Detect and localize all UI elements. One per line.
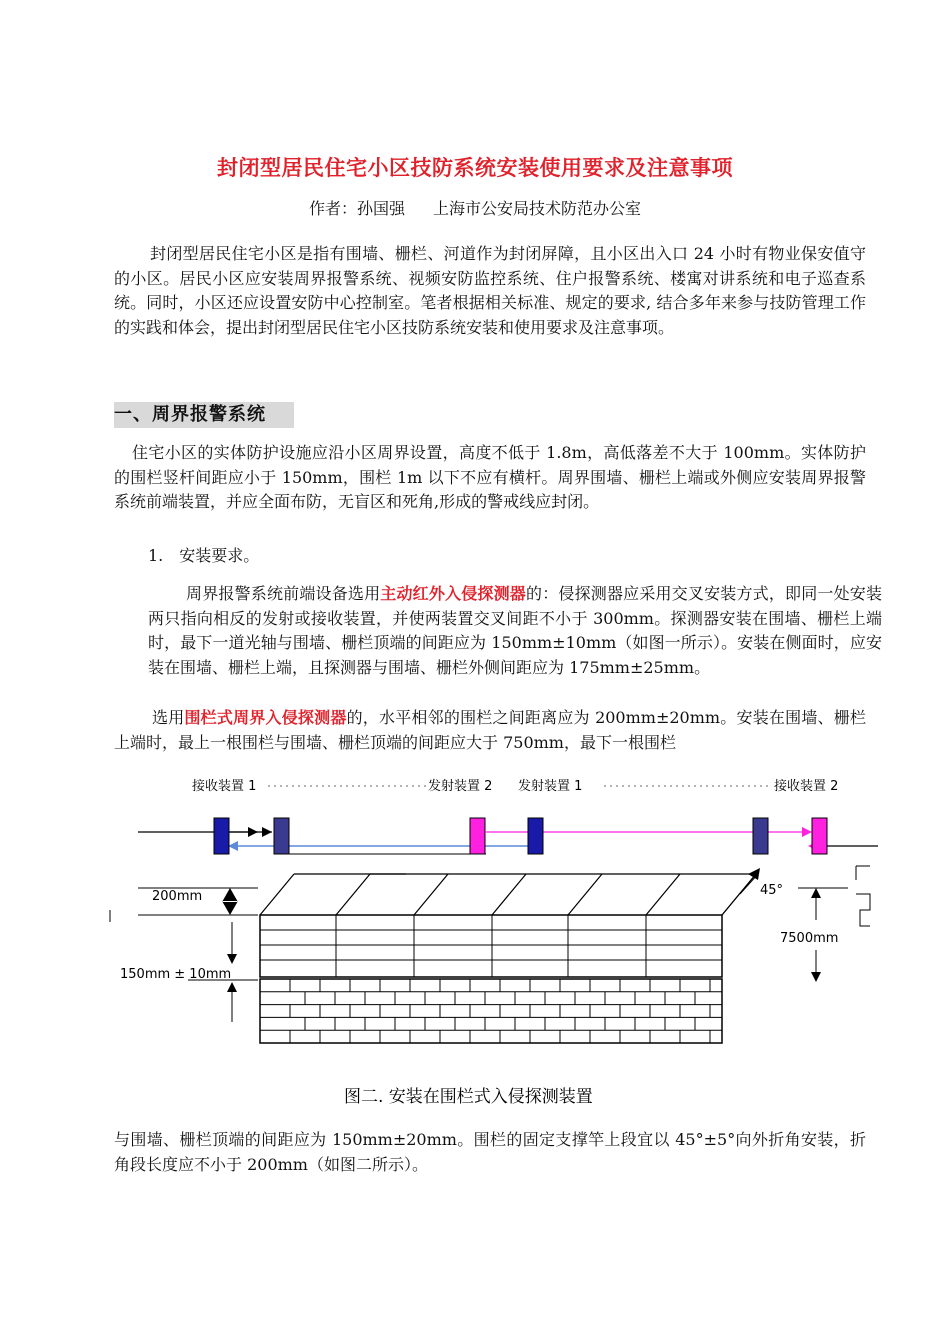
fence-panels: [260, 915, 722, 977]
label-tx2: 发射装置 2: [428, 779, 493, 794]
label-dim-200: 200mm: [152, 889, 203, 904]
section1-paragraph-2: [148, 582, 882, 680]
section1-paragraph-1: 住宅小区的实体防护设施应沿小区周界设置，高度不低于 1.8m，高低落差不大于 100mm。实体防护的围栏竖杆间距应小于 150mm，围栏 1m 以下不应有横杆。周界围墙、栅栏上端或外侧应安装周界报警系统前端装置，并应全面布防，无盲区和死角,形成的警戒线应封闭。: [114, 443, 866, 512]
label-dim-150: 150mm ± 10mm: [120, 967, 232, 982]
list-item-1: 1. 安装要求。: [148, 546, 260, 565]
brick-wall: [260, 979, 722, 1043]
intro-paragraph: 封闭型居民住宅小区是指有围墙、栅栏、河道作为封闭屏障，且小区出入口 24 小时有物业保安值守的小区。居民小区应安装周界报警系统、视频安防监控系统、住户报警系统、楼寓对讲系统和电子巡查系统。同时，小区还应设置安防中心控制室。笔者根据相关标准、规定的要求, 结合多年来参与技防管理工作的实践和体会，提出封闭型居民住宅小区技防系统安装和使用要求及注意事项。: [114, 244, 866, 337]
fence-panel-lines: [260, 874, 756, 977]
figure-fence-diagram: [108, 770, 878, 1115]
detector-tx2-left: [274, 818, 289, 854]
author-name: 作者：孙国强: [308, 199, 405, 218]
figure-caption: 图二. 安装在围栏式入侵探测装置: [344, 1087, 593, 1107]
p3-highlight: 围栏式周界入侵探测器: [184, 708, 347, 727]
author-org: 上海市公安局技术防范办公室: [433, 199, 642, 218]
detector-tx2: [470, 818, 485, 854]
arrow-icon: [262, 827, 272, 837]
detector-tx1: [528, 818, 543, 854]
p2-text-a: 周界报警系统前端设备选用: [186, 584, 381, 603]
label-tx1: 发射装置 1: [518, 779, 583, 794]
section-heading: 一、周界报警系统: [114, 402, 294, 428]
arrow-icon: [227, 982, 237, 992]
p3-text-a: 选用: [152, 708, 185, 727]
p2-highlight: 主动红外入侵探测器: [380, 584, 526, 603]
author-line: [0, 196, 950, 219]
arrow-icon: [802, 827, 812, 837]
detector-rx1: [214, 818, 229, 854]
p3-text-b: 的，水平相邻的围栏之间距离应为 200mm±20mm。安装在围墙、栅栏上端时，最上一根围栏与围墙、栅栏顶端的间距应大于 750mm，最下一根围栏: [114, 708, 866, 752]
p2-text-b: 的：侵探测器应采用交叉安装方式，即同一处安装两只指向相反的发射或接收装置，并使两装置交叉间距不小于 300mm。探测器安装在围墙、栅栏上端时，最下一道光轴与围墙、栅栏顶端的间距应为 150mm±10mm（如图一所示）。安装在侧面时，应安装在围墙、栅栏上端，且探测器与围墙、栅栏外侧间距应为 175mm±25mm。: [148, 584, 882, 677]
label-angle: 45°: [760, 883, 784, 898]
label-rx1: 接收装置 1: [192, 779, 257, 794]
document-title: 封闭型居民住宅小区技防系统安装使用要求及注意事项: [217, 156, 733, 180]
arrow-icon: [227, 954, 237, 964]
label-dim-7500: 7500mm: [780, 931, 839, 946]
brick-lines: [260, 979, 722, 1043]
section1-paragraph-3: [114, 706, 866, 755]
arrow-icon: [811, 888, 821, 898]
detector-right: [753, 818, 768, 854]
fence-slanted-posts: [260, 874, 758, 915]
arrow-icon: [811, 972, 821, 982]
detector-rx2: [812, 818, 827, 854]
dim-arrows-200: [222, 888, 238, 915]
angle-line: [740, 874, 758, 894]
section1-paragraph-4: 与围墙、栅栏顶端的间距应为 150mm±20mm。围栏的固定支撑竿上段宜以 45°±5°向外折角安装，折角段长度应不小于 200mm（如图二所示）。: [114, 1130, 866, 1174]
side-bracket: [856, 866, 870, 926]
label-rx2: 接收装置 2: [774, 779, 839, 794]
